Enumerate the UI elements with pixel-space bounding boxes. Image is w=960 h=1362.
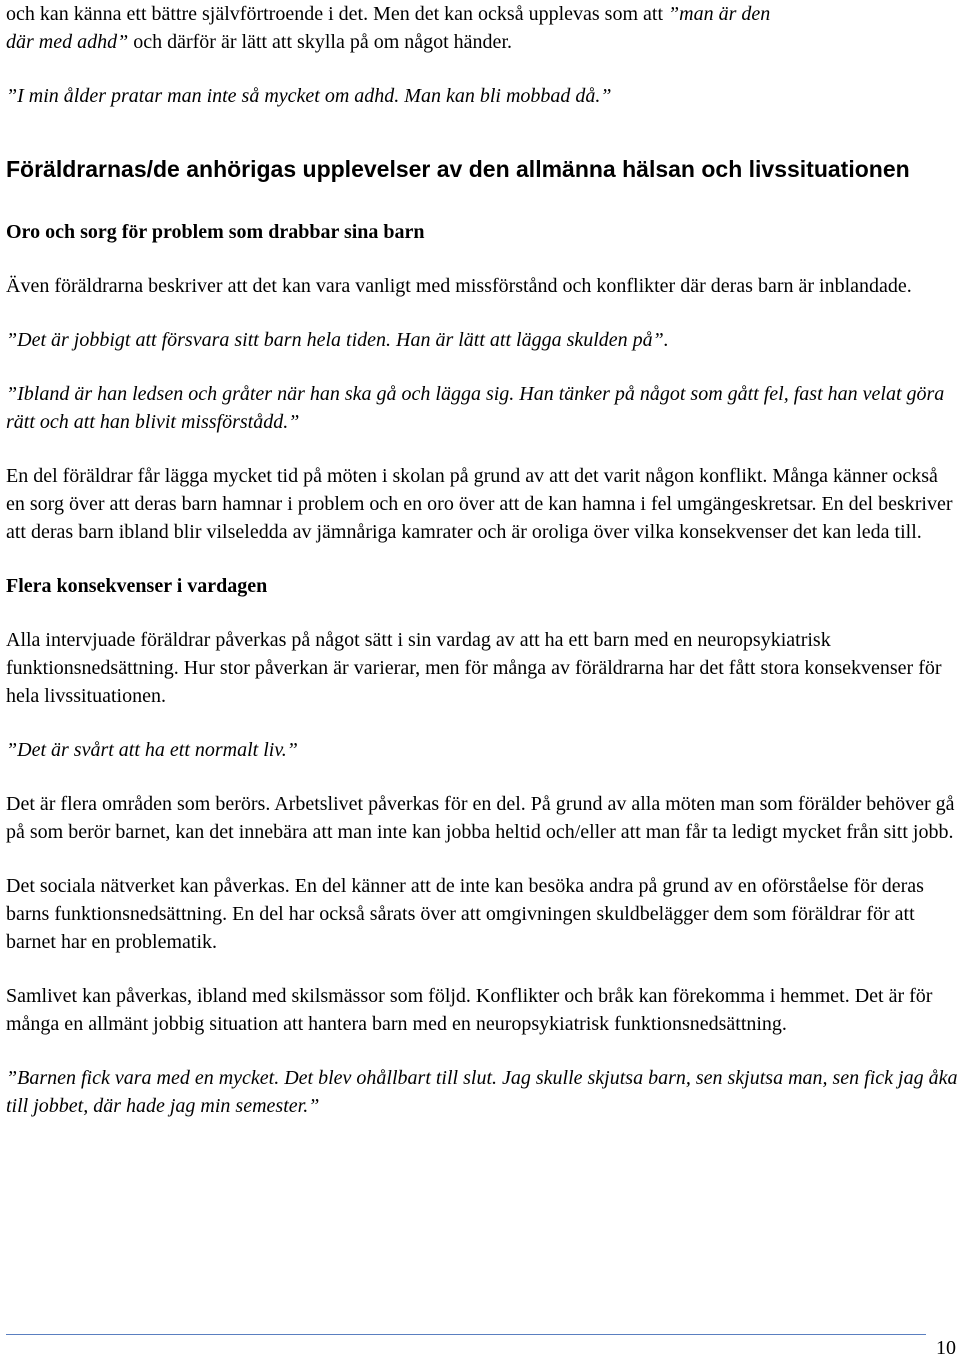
paragraph-missforstand: Även föräldrarna beskriver att det kan vara vanligt med missförstånd och konflikter där deras barn är inblandade.: [6, 275, 912, 297]
intro-quote: ”I min ålder pratar man inte så mycket om adhd. Man kan bli mobbad då.”: [6, 85, 612, 107]
footer-rule: [6, 1334, 926, 1335]
paragraph-samlivet: Samlivet kan påverkas, ibland med skilsmässor som följd. Konflikter och bråk kan förekomma i hemmet. Det är för många en allmänt jobbig situation att hantera barn med en neuropsykiatrisk funktionsnedsättning.: [6, 985, 933, 1035]
intro-text-end: och därför är lätt att skylla på om något händer.: [128, 31, 512, 53]
intro-quote-inline-1: ”man är den: [668, 3, 771, 25]
quote-barnen-semester: ”Barnen fick vara med en mycket. Det blev ohållbart till slut. Jag skulle skjutsa barn, sen skjutsa man, sen fick jag åka till jobbet, där hade jag min semester.”: [6, 1067, 958, 1117]
paragraph-sociala-natverket: Det sociala nätverket kan påverkas. En del känner att de inte kan besöka andra på grund av en oförståelse för deras barns funktionsnedsättning. En del har också sårats över att omgivningen skuldbelägger dem som föräldrar för att barnet har en problematik.: [6, 875, 924, 953]
intro-text-start: och kan känna ett bättre självförtroende i det. Men det kan också upplevas som att: [6, 3, 669, 25]
quote-ledsen-grater: ”Ibland är han ledsen och gråter när han ska gå och lägga sig. Han tänker på något som gått fel, fast han velat göra rätt och att han blivit missförstådd.”: [6, 383, 945, 433]
section-heading: Föräldrarnas/de anhörigas upplevelser av den allmänna hälsan och livssituationen: [6, 156, 910, 182]
subheading-konsekvenser: Flera konsekvenser i vardagen: [6, 575, 268, 597]
document-page: [6, 0, 958, 1120]
subheading-oro-och-sorg: Oro och sorg för problem som drabbar sina barn: [6, 221, 425, 243]
intro-quote-inline-2: där med adhd”: [6, 31, 129, 53]
paragraph-moten-skolan: En del föräldrar får lägga mycket tid på möten i skolan på grund av att det varit någon konflikt. Många känner också en sorg över att deras barn hamnar i problem och en oro över att de kan hamna i fel umgängeskretsar. En del beskriver att deras barn ibland blir vilseledda av jämnåriga kamrater och är oroliga över vilka konsekvenser det kan leda till.: [6, 465, 953, 543]
page-number: 10: [936, 1337, 956, 1359]
intro-paragraph: [6, 0, 958, 56]
paragraph-arbetslivet: Det är flera områden som berörs. Arbetslivet påverkas för en del. På grund av alla möten man som förälder behöver gå på som berör barnet, kan det innebära att man inte kan jobba heltid och/eller att man får ta ledigt mycket från sitt jobb.: [6, 793, 955, 843]
quote-forsvara-barn: ”Det är jobbigt att försvara sitt barn hela tiden. Han är lätt att lägga skulden på”.: [6, 329, 669, 351]
paragraph-intervjuade-foraldrar: Alla intervjuade föräldrar påverkas på något sätt i sin vardag av att ha ett barn med en neuropsykiatrisk funktionsnedsättning. Hur stor påverkan är varierar, men för många av föräldrarna har det fått stora konsekvenser för hela livssituationen.: [6, 629, 942, 707]
quote-normalt-liv: ”Det är svårt att ha ett normalt liv.”: [6, 739, 298, 761]
